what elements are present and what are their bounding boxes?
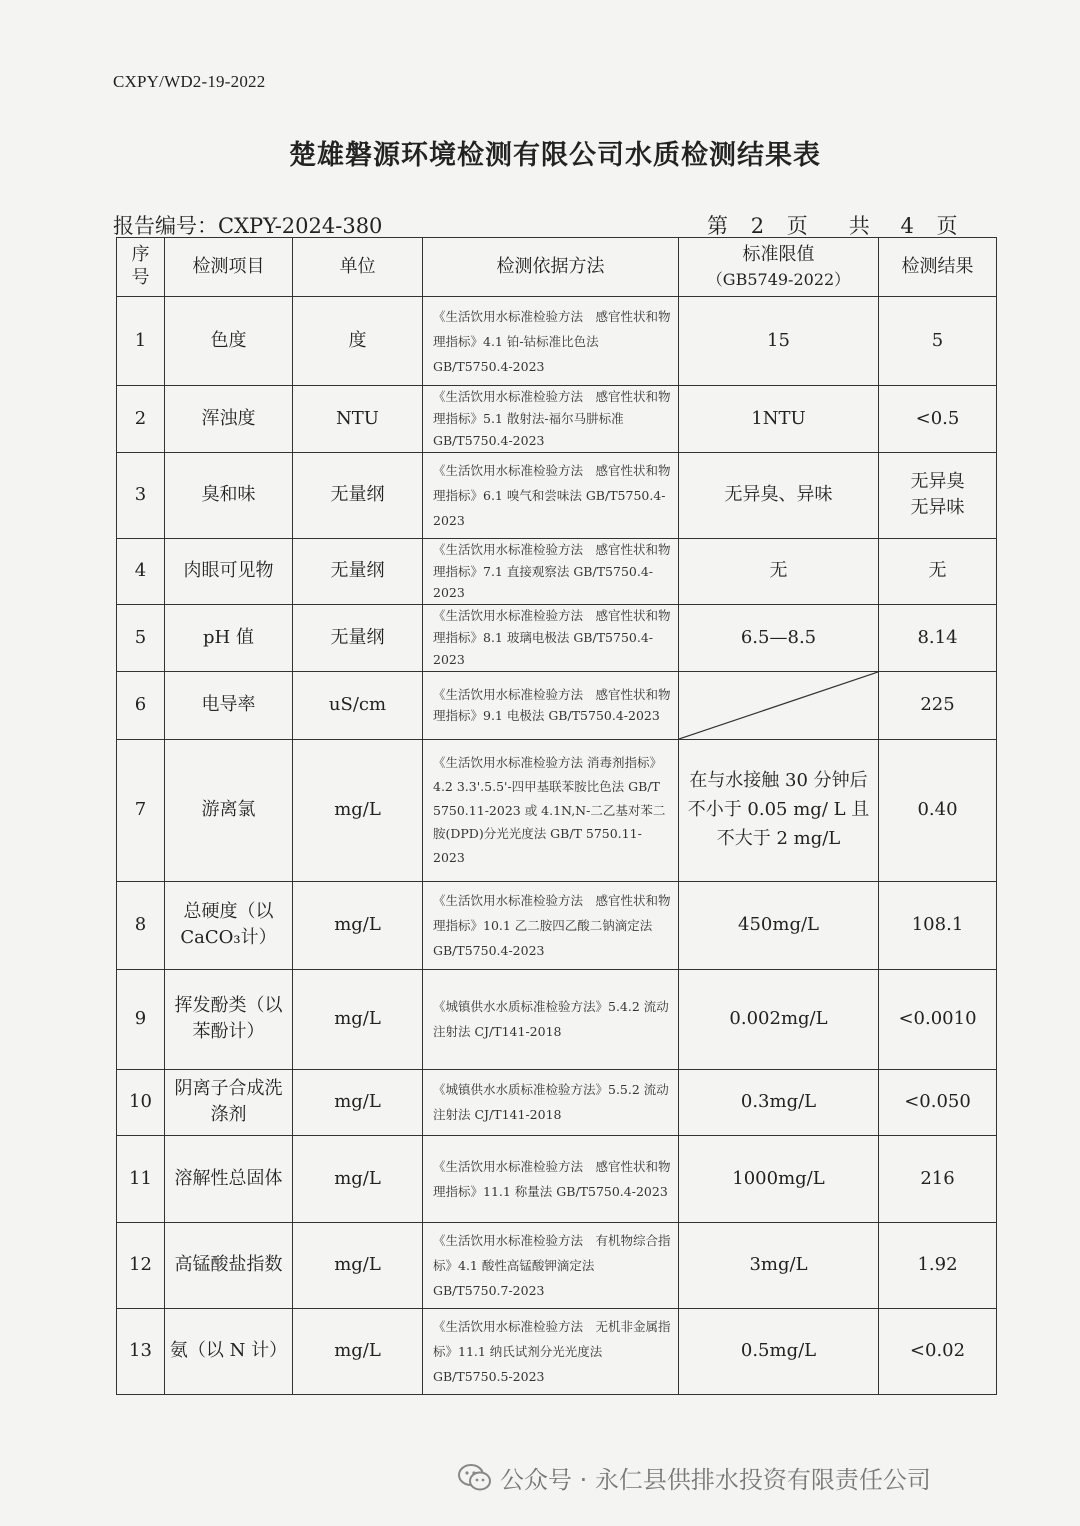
table-row: 12 高锰酸盐指数 mg/L 《生活饮用水标准检验方法 有机物综合指标》4.1 酸性高锰酸钾滴定法 GB/T5750.7-2023 3mg/L 1.92 — [117, 1222, 997, 1308]
page-title: 楚雄磐源环境检测有限公司水质检测结果表 — [289, 140, 821, 171]
table-row: 10 阴离子合成洗涤剂 mg/L 《城镇供水水质标准检验方法》5.5.2 流动注射法 CJ/T141-2018 0.3mg/L <0.050 — [117, 1069, 997, 1135]
header-item: 检测项目 — [165, 238, 293, 297]
document-code: CXPY/WD2-19-2022 — [113, 72, 266, 91]
report-number: 报告编号：CXPY-2024-380 — [113, 214, 383, 238]
table-row: 13 氨（以 N 计） mg/L 《生活饮用水标准检验方法 无机非金属指标》11.1 纳氏试剂分光光度法 GB/T5750.5-2023 0.5mg/L <0.02 — [117, 1308, 997, 1394]
table-row: 5 pH 值 无量纲 《生活饮用水标准检验方法 感官性状和物理指标》8.1 玻璃电极法 GB/T5750.4-2023 6.5—8.5 8.14 — [117, 605, 997, 672]
header-result: 检测结果 — [879, 238, 997, 297]
footer-text: 公众号 · 永仁县供排水投资有限责任公司 — [500, 1466, 931, 1494]
table-row: 3 臭和味 无量纲 《生活饮用水标准检验方法 感官性状和物理指标》6.1 嗅气和尝味法 GB/T5750.4-2023 无异臭、异味 无异臭无异味 — [117, 452, 997, 538]
wechat-icon — [458, 1464, 492, 1492]
table-row: 11 溶解性总固体 mg/L 《生活饮用水标准检验方法 感官性状和物理指标》11.1 称量法 GB/T5750.4-2023 1000mg/L 216 — [117, 1135, 997, 1222]
empty-limit-cell — [679, 671, 879, 739]
header-seq: 序号 — [117, 238, 165, 297]
header-method: 检测依据方法 — [423, 238, 679, 297]
table-row: 1 色度 度 《生活饮用水标准检验方法 感官性状和物理指标》4.1 铂-钴标准比色法 GB/T5750.4-2023 15 5 — [117, 297, 997, 386]
table-row: 2 浑浊度 NTU 《生活饮用水标准检验方法 感官性状和物理指标》5.1 散射法-福尔马肼标准 GB/T5750.4-2023 1NTU <0.5 — [117, 386, 997, 453]
table-header-row — [117, 238, 997, 297]
results-table — [116, 237, 997, 1395]
table-row: 4 肉眼可见物 无量纲 《生活饮用水标准检验方法 感官性状和物理指标》7.1 直接观察法 GB/T5750.4-2023 无 无 — [117, 538, 997, 605]
diagonal-line — [679, 672, 878, 739]
wechat-footer — [458, 1460, 931, 1495]
header-limit: 标准限值 （GB5749-2022） — [679, 238, 879, 297]
page-info: 第 2 页 共 4 页 — [707, 214, 960, 238]
table-row: 8 总硬度（以CaCO₃计） mg/L 《生活饮用水标准检验方法 感官性状和物理指标》10.1 乙二胺四乙酸二钠滴定法 GB/T5750.4-2023 450mg/L 108.1 — [117, 881, 997, 969]
table-row: 7 游离氯 mg/L 《生活饮用水标准检验方法 消毒剂指标》4.2 3.3'.5.5'-四甲基联苯胺比色法 GB/T 5750.11-2023 或 4.1N,N-二乙基对苯二胺(DPD)分光光度法 GB/T 5750.11-2023 在与水接触 30 分钟后不小于 0.05 mg/ L 且不大于 2 mg/L 0.40 — [117, 739, 997, 881]
header-unit: 单位 — [293, 238, 423, 297]
table-row: 9 挥发酚类（以苯酚计） mg/L 《城镇供水水质标准检验方法》5.4.2 流动注射法 CJ/T141-2018 0.002mg/L <0.0010 — [117, 969, 997, 1069]
table-row: 6 电导率 uS/cm 《生活饮用水标准检验方法 感官性状和物理指标》9.1 电极法 GB/T5750.4-2023 225 — [117, 671, 997, 739]
